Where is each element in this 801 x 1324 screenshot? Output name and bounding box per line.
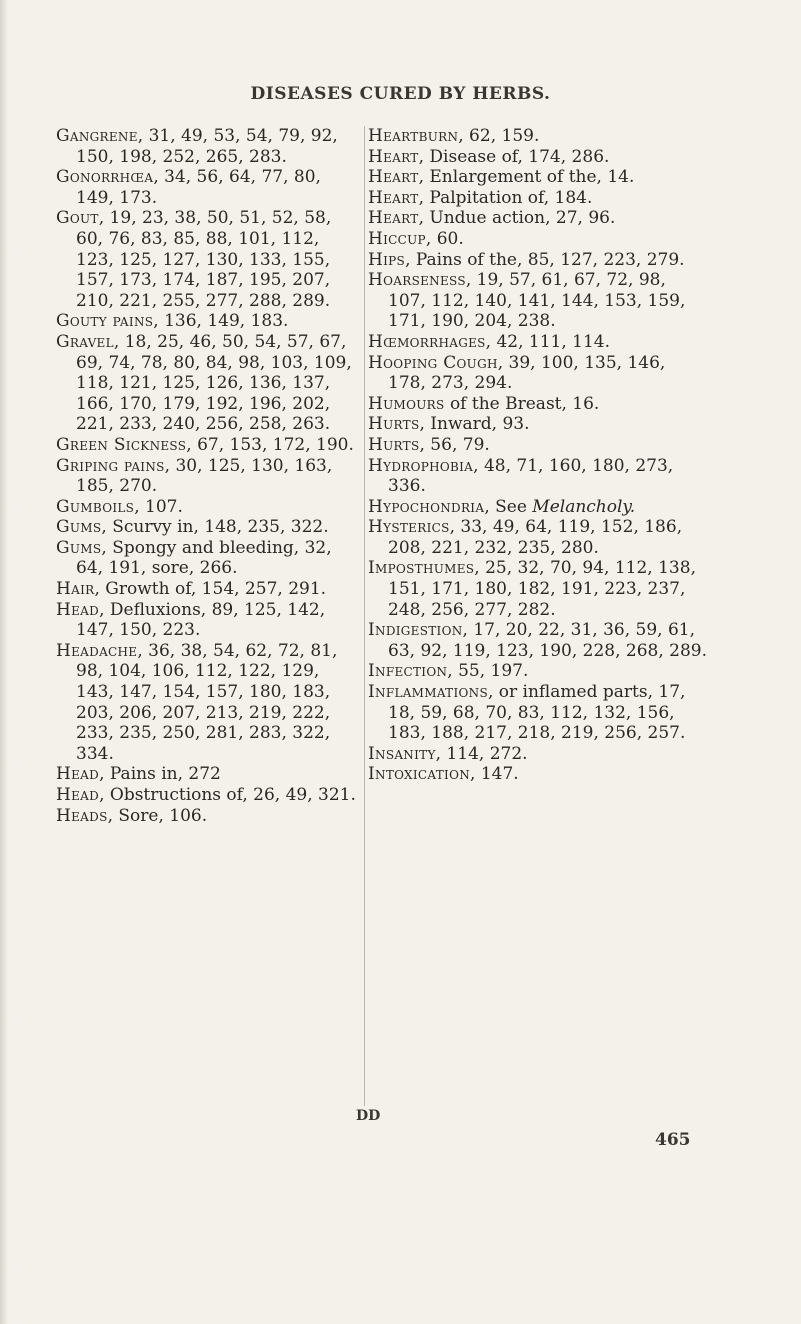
index-refs: , 30, 125, 130, 163, 185, 270. xyxy=(76,455,333,497)
index-entry xyxy=(56,126,361,167)
index-term: Heart xyxy=(368,146,419,167)
index-refs: , 60. xyxy=(425,228,464,249)
index-entry xyxy=(368,517,708,558)
index-refs: , 25, 32, 70, 94, 112, 138, 151, 171, 180, 182, 191, 223, 237, 248, 256, 277, 282. xyxy=(388,558,696,620)
index-entry xyxy=(56,311,361,332)
index-entry xyxy=(56,435,361,456)
index-term: Head xyxy=(56,599,100,620)
index-term: Gravel xyxy=(56,331,114,352)
index-term: Humours xyxy=(368,393,445,414)
index-term: Hiccup xyxy=(368,228,426,249)
index-term: Heart xyxy=(368,167,419,188)
index-entry xyxy=(368,620,708,661)
index-entry xyxy=(368,126,708,147)
index-refs: , 39, 100, 135, 146, 178, 273, 294. xyxy=(388,352,666,394)
index-entry xyxy=(56,167,361,208)
index-entry xyxy=(368,435,708,456)
index-term: Gumboils xyxy=(56,496,135,517)
page-number: 465 xyxy=(655,1130,691,1150)
index-entry xyxy=(368,353,708,394)
index-term: Hysterics xyxy=(368,517,450,538)
index-refs: , 62, 159. xyxy=(458,126,540,146)
index-entry xyxy=(368,414,708,435)
index-entry xyxy=(56,456,361,497)
index-entry xyxy=(368,682,708,744)
index-entry xyxy=(368,558,708,620)
index-term: Green Sickness xyxy=(56,434,187,455)
index-term: Hair xyxy=(56,579,95,600)
index-term: Infection xyxy=(368,661,448,682)
index-entry xyxy=(56,579,361,600)
index-entry xyxy=(56,806,361,827)
index-refs: , 114, 272. xyxy=(435,743,528,764)
index-entry xyxy=(56,497,361,518)
page-edge-shadow xyxy=(0,0,8,1324)
index-entry xyxy=(56,641,361,765)
index-term: Gums xyxy=(56,537,102,558)
index-refs: , 19, 57, 61, 67, 72, 98, 107, 112, 140, 141, 144, 153, 159, 171, 190, 204, 238. xyxy=(388,270,686,332)
index-refs: , Enlargement of the, 14. xyxy=(418,167,635,188)
index-entry xyxy=(56,538,361,579)
index-term: Hurts xyxy=(368,434,420,455)
index-term: Gouty pains xyxy=(56,311,154,332)
index-refs: , 56, 79. xyxy=(419,434,490,455)
index-refs: , 48, 71, 160, 180, 273, 336. xyxy=(388,455,674,497)
index-entry xyxy=(368,229,708,250)
index-refs: , Obstructions of, 26, 49, 321. xyxy=(99,785,356,805)
index-entry xyxy=(56,332,361,435)
see-reference: Melancholy. xyxy=(532,496,636,517)
index-term: Hoarseness xyxy=(368,270,466,291)
running-header: DISEASES CURED BY HERBS. xyxy=(250,84,551,104)
index-refs: , Defluxions, 89, 125, 142, 147, 150, 223. xyxy=(76,599,326,641)
index-term: Heads xyxy=(56,805,108,826)
index-refs: , Pains in, 272 xyxy=(99,764,221,785)
index-term: Imposthumes xyxy=(368,558,475,579)
index-term: Hips xyxy=(368,249,406,270)
index-refs: , Spongy and bleeding, 32, 64, 191, sore, 266. xyxy=(76,537,332,579)
index-refs: , 34, 56, 64, 77, 80, 149, 173. xyxy=(76,167,321,208)
index-entry xyxy=(368,744,708,765)
index-refs: , Undue action, 27, 96. xyxy=(418,208,616,229)
index-column-right xyxy=(368,126,708,785)
index-refs: , Growth of, 154, 257, 291. xyxy=(94,579,327,600)
index-refs: , 33, 49, 64, 119, 152, 186, 208, 221, 232, 235, 280. xyxy=(388,517,683,558)
index-refs: , Palpitation of, 184. xyxy=(418,187,593,208)
index-refs: , Pains of the, 85, 127, 223, 279. xyxy=(405,249,685,270)
index-term: Griping pains xyxy=(56,455,165,476)
index-entry xyxy=(368,147,708,168)
index-entry xyxy=(368,188,708,209)
index-entry xyxy=(368,456,708,497)
index-entry xyxy=(368,497,708,518)
index-refs: , See xyxy=(484,496,533,517)
index-term: Heart xyxy=(368,187,419,208)
index-refs: , Sore, 106. xyxy=(107,805,208,826)
index-refs: , 19, 23, 38, 50, 51, 52, 58, 60, 76, 83, 85, 88, 101, 112, 123, 125, 127, 130, 133, 155, 157, 173, 174, 187, 195, 207, 210, 221, 255, 277, 288, 289. xyxy=(76,208,332,311)
index-entry xyxy=(368,208,708,229)
index-term: Indigestion xyxy=(368,620,463,641)
index-refs: of the Breast, 16. xyxy=(444,393,600,414)
index-entry xyxy=(368,394,708,415)
index-entry xyxy=(56,764,361,785)
index-term: Hœmorrhages xyxy=(368,331,486,352)
index-term: Insanity xyxy=(368,743,436,764)
index-term: Head xyxy=(56,785,100,805)
index-entry xyxy=(56,600,361,641)
index-refs: , 36, 38, 54, 62, 72, 81, 98, 104, 106, 112, 122, 129, 143, 147, 154, 157, 180, 183, 203, 206, 207, 213, 219, 222, 233, 235, 250, 281, 283, 322, 334. xyxy=(76,640,338,764)
index-refs: , 147. xyxy=(470,764,519,785)
index-refs: , 18, 25, 46, 50, 54, 57, 67, 69, 74, 78, 80, 84, 98, 103, 109, 118, 121, 125, 126, 136, 137, 166, 170, 179, 192, 196, 202, 221, 233, 240, 256, 258, 263. xyxy=(76,331,352,435)
index-entry xyxy=(368,270,708,332)
index-term: Hurts xyxy=(368,414,420,435)
index-refs: , 55, 197. xyxy=(447,661,529,682)
index-refs: , 67, 153, 172, 190. xyxy=(186,434,354,455)
index-entry xyxy=(368,167,708,188)
index-term: Intoxication xyxy=(368,764,471,785)
index-term: Headache xyxy=(56,640,138,661)
index-term: Gonorrhœa xyxy=(56,167,154,188)
index-term: Hooping Cough xyxy=(368,352,498,373)
index-entry xyxy=(368,661,708,682)
index-entry xyxy=(56,208,361,311)
index-entry xyxy=(368,332,708,353)
column-divider xyxy=(364,126,365,1106)
index-entry xyxy=(368,764,708,785)
index-refs: , 136, 149, 183. xyxy=(153,311,289,332)
index-entry xyxy=(368,250,708,271)
index-refs: , Inward, 93. xyxy=(419,414,530,435)
index-entry xyxy=(56,517,361,538)
index-refs: , 17, 20, 22, 31, 36, 59, 61, 63, 92, 119, 123, 190, 228, 268, 289. xyxy=(388,620,708,661)
index-term: Gout xyxy=(56,208,99,229)
index-term: Head xyxy=(56,764,100,785)
index-entry xyxy=(56,785,361,806)
index-term: Hydrophobia xyxy=(368,455,474,476)
index-refs: , Scurvy in, 148, 235, 322. xyxy=(101,517,329,538)
index-refs: , 31, 49, 53, 54, 79, 92, 150, 198, 252, 265, 283. xyxy=(76,126,338,167)
index-refs: , or inflamed parts, 17, 18, 59, 68, 70, 83, 112, 132, 156, 183, 188, 217, 218, 219, 256, 257. xyxy=(388,682,686,744)
index-term: Heartburn xyxy=(368,126,459,146)
index-refs: , 42, 111, 114. xyxy=(485,331,611,352)
index-refs: , 107. xyxy=(134,496,183,517)
index-column-left xyxy=(56,126,361,826)
index-term: Gangrene xyxy=(56,126,138,146)
index-term: Inflammations xyxy=(368,682,488,703)
signature-mark: DD xyxy=(356,1108,381,1124)
index-term: Heart xyxy=(368,208,419,229)
index-term: Gums xyxy=(56,517,102,538)
index-term: Hypochondria xyxy=(368,496,485,517)
index-refs: , Disease of, 174, 286. xyxy=(418,146,610,167)
